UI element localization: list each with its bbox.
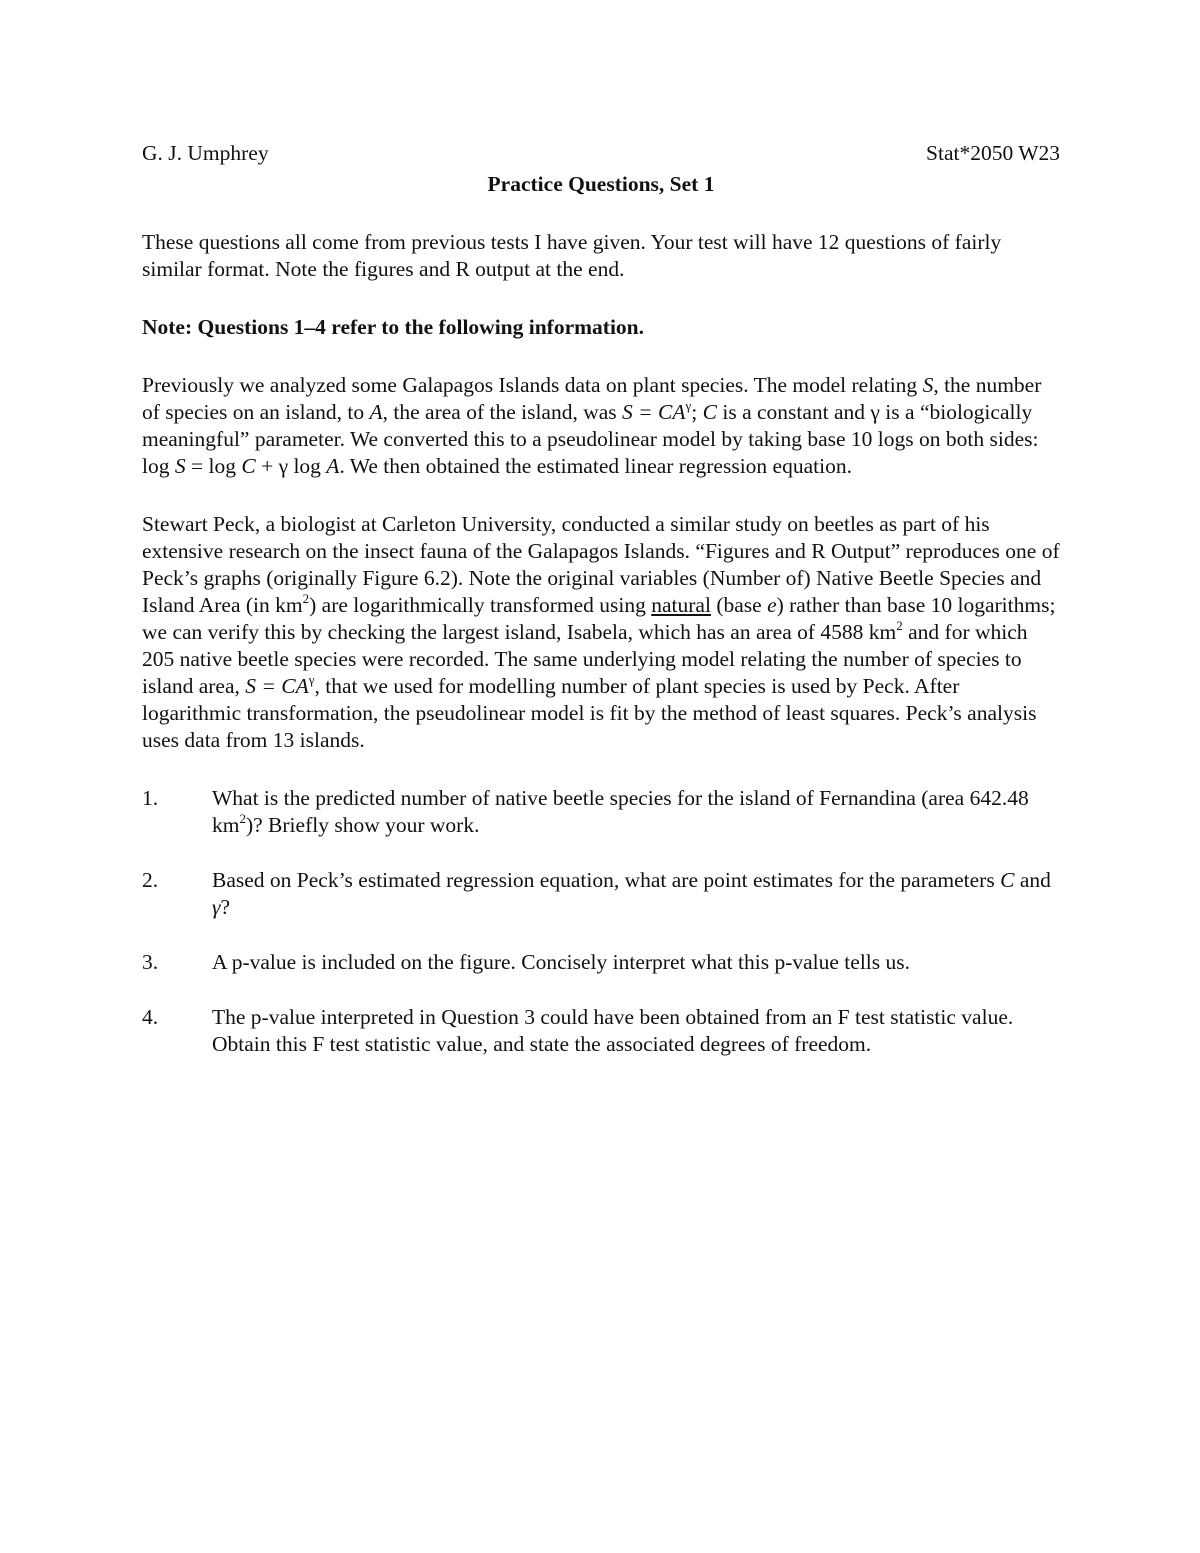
question-number: 1.: [142, 786, 159, 810]
author-name: G. J. Umphrey: [142, 141, 269, 165]
question-text: A p-value is included on the figure. Concisely interpret what this p-value tells us.: [212, 950, 910, 974]
question-number: 3.: [142, 950, 159, 974]
question-text: What is the predicted number of native beetle species for the island of Fernandina (area 642.48 $km^2$)? Briefly show your work.: [212, 786, 1029, 837]
page-header: [142, 140, 1060, 167]
document-page: [142, 140, 1060, 1086]
question-text: The p-value interpreted in Question 3 could have been obtained from an F test statistic value. Obtain this F test statistic value, and state the associated degrees of freedom.: [212, 1005, 1014, 1056]
question-1: [142, 785, 1060, 839]
model-equation: S = CA: [622, 400, 686, 424]
intro-paragraph: These questions all come from previous tests I have given. Your test will have 12 questions of fairly similar format. Note the figures and R output at the end.: [142, 230, 1002, 281]
question-4: [142, 1004, 1060, 1058]
question-text: Based on Peck’s estimated regression equation, what are point estimates for the parameters C and γ?: [212, 868, 1051, 919]
model-equation-2: S = CA: [245, 674, 309, 698]
natural-underlined: natural: [651, 593, 711, 617]
note-heading: Note: Questions 1–4 refer to the following information.: [142, 315, 645, 339]
course-code: Stat*2050 W23: [926, 141, 1060, 165]
galapagos-plant-paragraph: Previously we analyzed some Galapagos Islands data on plant species. The model relating S, the number of species on an island, to A, the area of the island, was $S = CA^\gamma$; C is a constant and γ is a “biologically meaningful” parameter. We converted this to a pseudolinear model by taking base 10 logs on both sides: log S = log C + γ log A. We then obtained the estimated linear regression equation.: [142, 373, 1042, 478]
peck-beetle-paragraph: Stewart Peck, a biologist at Carleton University, conducted a similar study on beetles as part of his extensive research on the insect fauna of the Galapagos Islands. “Figures and R Output” reproduces one of Peck’s graphs (originally Figure 6.2). Note the original variables (Number of) Native Beetle Species and Island Area (in $km^2$) are logarithmically transformed using natural (base e) rather than base 10 logarithms; we can verify this by checking the largest island, Isabela, which has an area of 4588 $km^2$ and for which 205 native beetle species were recorded. The same underlying model relating the number of species to island area, $S = CA^\gamma$, that we used for modelling number of plant species is used by Peck. After logarithmic transformation, the pseudolinear model is fit by the method of least squares. Peck’s analysis uses data from 13 islands.: [142, 512, 1060, 752]
question-number: 4.: [142, 1005, 159, 1029]
question-number: 2.: [142, 868, 159, 892]
question-3: [142, 949, 1060, 976]
question-2: [142, 867, 1060, 921]
page-title: Practice Questions, Set 1: [487, 172, 715, 196]
